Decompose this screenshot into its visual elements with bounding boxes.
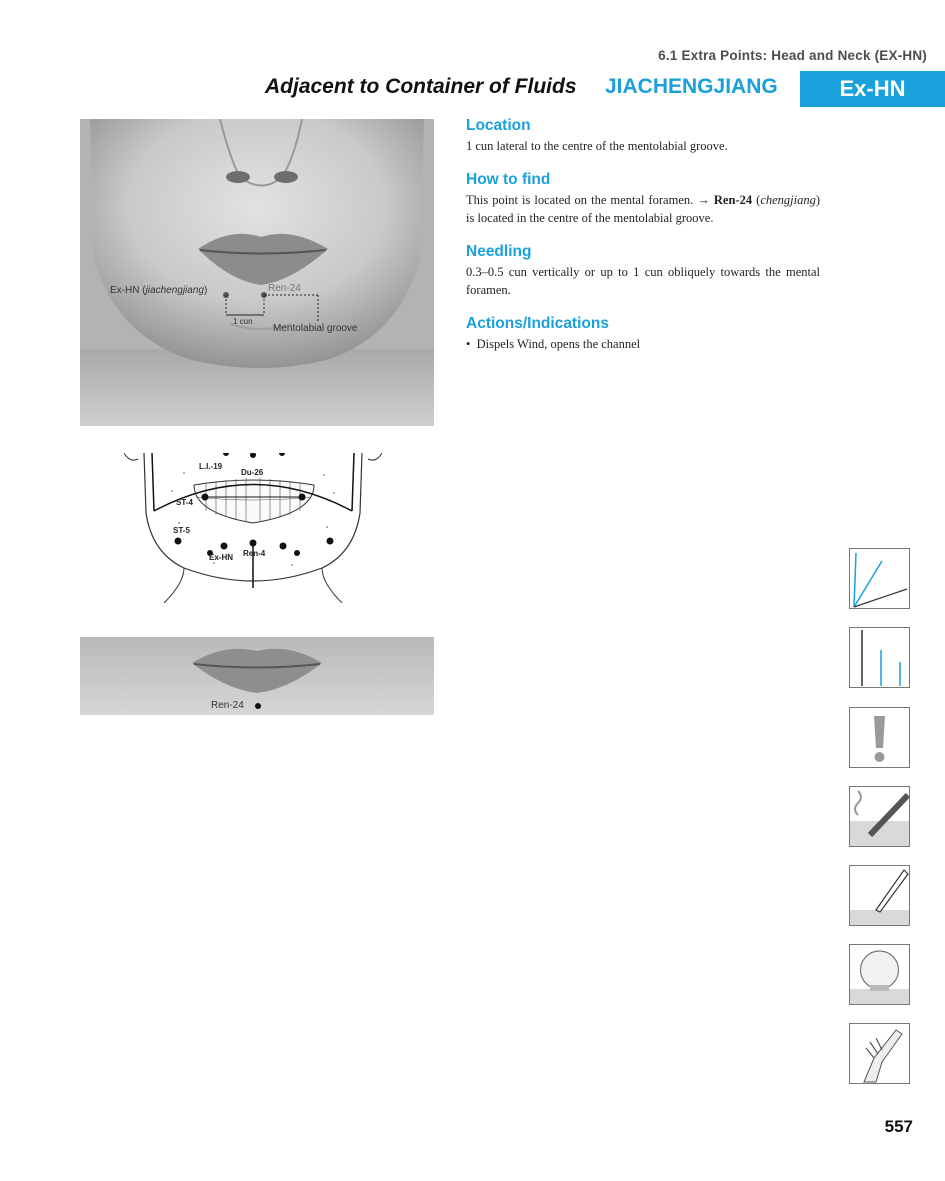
st4-label: ST-4 — [176, 498, 193, 507]
bloodletting-icon — [849, 865, 910, 926]
how-to-find-text-a: This point is located on the mental foramen. — [466, 193, 694, 207]
needling-section — [466, 243, 820, 299]
point-title-english: Adjacent to Container of Fluids — [265, 75, 577, 98]
ex-hn-diagram-label: Ex-HN — [209, 553, 234, 562]
point-title-pinyin: JIACHENGJIANG — [605, 75, 778, 98]
st5-label: ST-5 — [173, 526, 190, 535]
ren24-photo2-label: Ren-24 — [211, 700, 244, 711]
ex-hn-pinyin: jiachengjiang — [145, 285, 204, 296]
li19-label: L.I.-19 — [199, 462, 223, 471]
point-code-badge — [800, 71, 945, 107]
actions-heading: Actions/Indications — [466, 315, 609, 332]
moxibustion-icon — [849, 786, 910, 847]
hand-acupressure-icon — [849, 1023, 910, 1084]
ren24-point-marker — [255, 703, 261, 709]
section-reference: 6.1 Extra Points: Head and Neck (EX-HN) — [658, 48, 927, 63]
bullet-icon: • — [466, 337, 471, 351]
ex-hn-label-b: ) — [203, 285, 208, 296]
location-text: 1 cun lateral to the centre of the mentolabial groove. — [466, 139, 728, 153]
how-to-find-text — [466, 191, 820, 227]
caution-icon — [849, 707, 910, 768]
action-item — [466, 335, 820, 353]
face-photo-art — [80, 119, 434, 426]
skull-diagram — [124, 453, 382, 603]
page-number: 557 — [884, 1117, 913, 1136]
lips-photo — [80, 637, 434, 715]
how-to-find-section — [466, 171, 820, 227]
ex-hn-label — [110, 285, 207, 296]
ren4-label: Ren-4 — [243, 549, 266, 558]
needle-angles-icon — [849, 548, 910, 609]
ex-hn-label-a: Ex-HN ( — [110, 285, 146, 296]
groove-label: Mentolabial groove — [273, 323, 358, 334]
face-photo — [80, 119, 434, 426]
needling-heading: Needling — [466, 243, 532, 260]
arrow-icon: → — [697, 193, 710, 207]
du26-label: Du-26 — [241, 468, 264, 477]
point-code: Ex-HN — [839, 76, 906, 101]
location-section — [466, 117, 820, 155]
paren-open: ( — [756, 193, 761, 207]
location-heading: Location — [466, 117, 531, 134]
cun-label: 1 cun — [233, 317, 253, 326]
needling-text: 0.3–0.5 cun vertically or up to 1 cun obliquely towards the mental foramen. — [466, 265, 820, 297]
needle-depths-icon — [849, 627, 910, 688]
ren24-ref: Ren-24 — [713, 193, 753, 207]
how-to-find-heading: How to find — [466, 171, 551, 188]
ren24-label: Ren-24 — [268, 283, 301, 294]
action-item-text: Dispels Wind, opens the channel — [476, 337, 641, 351]
cupping-icon — [849, 944, 910, 1005]
how-to-find-text-b: ) is located in the centre of the mentolabial groove. — [466, 193, 821, 225]
ren24-pinyin: chengjiang — [760, 193, 816, 207]
actions-section — [466, 315, 820, 353]
